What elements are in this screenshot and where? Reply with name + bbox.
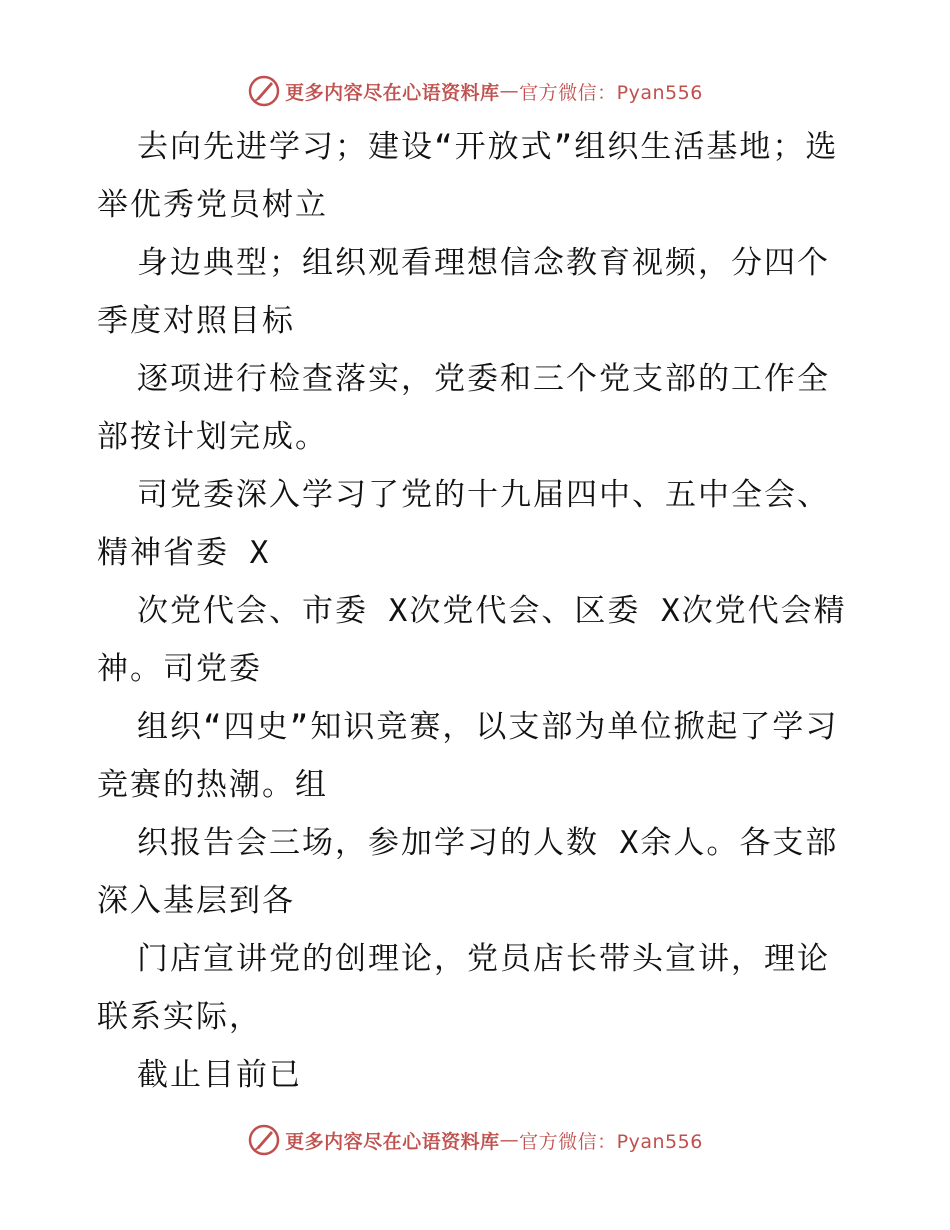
paragraph: 去向先进学习；建设“开放式”组织生活基地；选举优秀党员树立 — [97, 129, 839, 223]
quill-pen-logo-icon — [247, 1123, 281, 1157]
watermark-separator: — — [499, 80, 520, 102]
quill-pen-logo-icon — [247, 74, 281, 108]
watermark-separator: — — [499, 1129, 520, 1151]
watermark-main-text: 更多内容尽在心语资料库 — [285, 81, 500, 104]
paragraph: 截止目前已 — [137, 1057, 302, 1093]
paragraph: 次党代会、市委 X次党代会、区委 X次党代会精神。司党委 — [97, 593, 847, 687]
watermark-wechat-text: 官方微信：Pyan556 — [519, 81, 703, 104]
paragraph: 逐项进行检查落实，党委和三个党支部的工作全部按计划完成。 — [97, 361, 830, 455]
paragraph: 门店宣讲党的创理论，党员店长带头宣讲，理论联系实际， — [97, 941, 830, 1035]
footer-watermark — [0, 1120, 950, 1160]
paragraph: 司党委深入学习了党的十九届四中、五中全会、精神省委 X — [97, 477, 830, 571]
body-text — [97, 118, 857, 1104]
watermark-wechat-text: 官方微信：Pyan556 — [519, 1130, 703, 1153]
paragraph: 身边典型；组织观看理想信念教育视频，分四个季度对照目标 — [97, 245, 830, 339]
paragraph: 组织“四史”知识竞赛，以支部为单位掀起了学习竞赛的热潮。组 — [97, 709, 839, 803]
paragraph: 织报告会三场，参加学习的人数 X余人。各支部深入基层到各 — [97, 825, 839, 919]
watermark-main-text: 更多内容尽在心语资料库 — [285, 1130, 500, 1153]
header-watermark — [0, 71, 950, 111]
